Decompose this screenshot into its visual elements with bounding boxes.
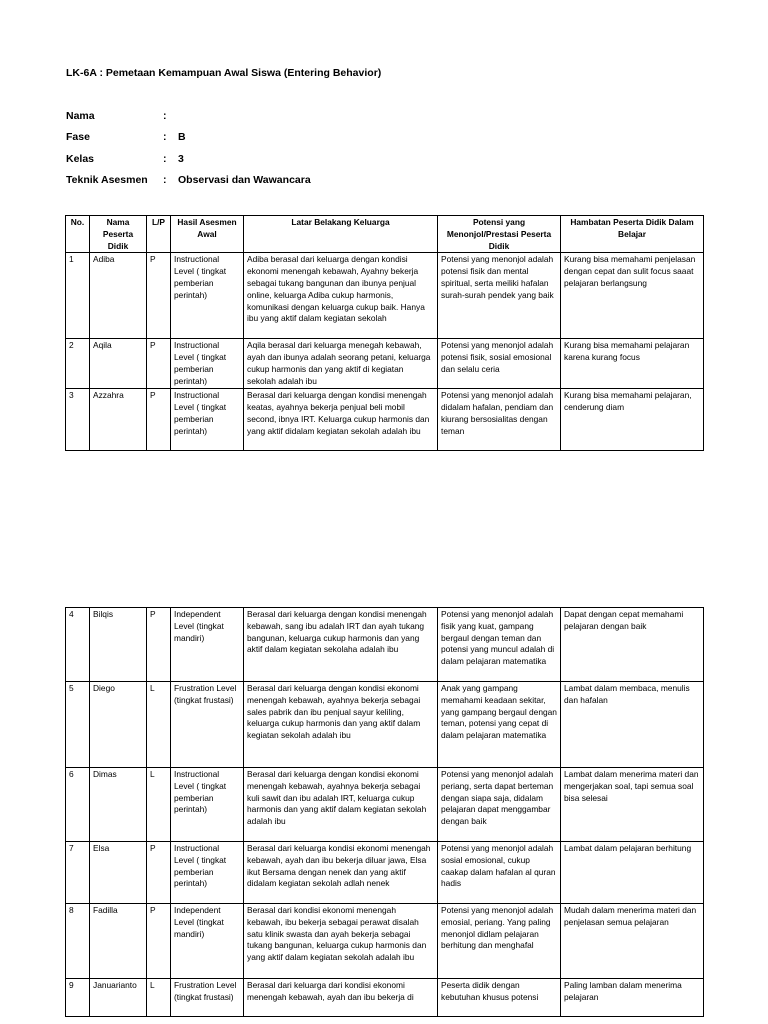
meta-value: Observasi dan Wawancara (178, 174, 311, 186)
cell-potensi: Potensi yang menonjol adalah potensi fisik dan mental spiritual, serta meiliki hafalan surah-surah pendek yang baik (438, 253, 561, 339)
cell-hasil: Independent Level (tingkat mandiri) (171, 904, 244, 979)
table-row (66, 389, 704, 451)
header-hasil: Hasil Asesmen Awal (171, 216, 244, 253)
cell-name: Fadilla (90, 904, 147, 979)
cell-latar: Berasal dari keluarga dengan kondisi ekonomi menengah kebawah, ayahnya bekerja sebagai sales pabrik dan ibu penjual sayur keliling, keluarga cukup harmonis dan yang aktif dalam kegiatan sekolah adalah ibu (244, 682, 438, 768)
cell-latar: Berasal dari keluarga dengan kondisi menengah kebawah, sang ibu adalah IRT dan ayah tukang bangunan, keluarga cukup harmonis dan yang aktif dalam kegiatan sekolaha adalah ibu (244, 608, 438, 682)
cell-no: 2 (66, 339, 90, 389)
assessment-table-part-1 (65, 215, 704, 451)
cell-potensi: Potensi yang menonjol adalah sosial emosional, cukup caakap dalam hafalan al quran hadis (438, 842, 561, 904)
cell-hambatan: Dapat dengan cepat memahami pelajaran dengan baik (561, 608, 704, 682)
table-row (66, 768, 704, 842)
cell-latar: Aqila berasal dari keluarga menegah kebawah, ayah dan ibunya adalah seorang petani, keluarga cukup harmonis dan yang aktif di kegiatan sekolah adalah ibu (244, 339, 438, 389)
header-potensi: Potensi yang Menonjol/Prestasi Peserta Didik (438, 216, 561, 253)
cell-latar: Berasal dari kondisi ekonomi menengah kebawah, ibu bekerja sebagai perawat disalah satu klinik swasta dan ayah bekerja sebagai tukang bangunan, keluarga cukup harmonis dan yang aktif dalam kegiatan sekolah adalah ibu (244, 904, 438, 979)
cell-name: Bilqis (90, 608, 147, 682)
meta-value: B (178, 131, 186, 143)
cell-hambatan: Kurang bisa memahami penjelasan dengan cepat dan sulit focus saaat pelajaran berlangsung (561, 253, 704, 339)
table-row (66, 979, 704, 1017)
meta-colon: : (163, 174, 167, 186)
cell-potensi: Peserta didik dengan kebutuhan khusus potensi (438, 979, 561, 1017)
cell-no: 4 (66, 608, 90, 682)
cell-lp: P (147, 842, 171, 904)
cell-hasil: Frustration Level (tingkat frustasi) (171, 682, 244, 768)
cell-hambatan: Lambat dalam menerima materi dan mengerjakan soal, tapi semua soal bisa selesai (561, 768, 704, 842)
header-lp: L/P (147, 216, 171, 253)
header-no: No. (66, 216, 90, 253)
cell-hasil: Instructional Level ( tingkat pemberian perintah) (171, 389, 244, 451)
cell-potensi: Potensi yang menonjol adalah emosial, periang. Yang paling menonjol didlam pelajaran berhitung dan menghafal (438, 904, 561, 979)
cell-potensi: Potensi yang menonjol adalah potensi fisik, sosial emosional dan selalu ceria (438, 339, 561, 389)
cell-latar: Berasal dari keluarga kondisi ekonomi menengah kebawah, ayah dan ibu bekerja diluar jawa, Elsa ikut Bersama dengan nenek dan yang aktif didalam kegiatan sekolah adlah nenek (244, 842, 438, 904)
cell-lp: P (147, 253, 171, 339)
cell-lp: L (147, 768, 171, 842)
cell-lp: P (147, 339, 171, 389)
meta-colon: : (163, 110, 167, 122)
assessment-table-part-2 (65, 607, 704, 1017)
table-row (66, 339, 704, 389)
cell-name: Januarianto (90, 979, 147, 1017)
meta-label: Nama (66, 110, 95, 122)
cell-lp: P (147, 608, 171, 682)
cell-name: Adiba (90, 253, 147, 339)
cell-hasil: Instructional Level ( tingkat pemberian perintah) (171, 253, 244, 339)
cell-no: 1 (66, 253, 90, 339)
cell-lp: L (147, 979, 171, 1017)
table-row (66, 682, 704, 768)
cell-hambatan: Kurang bisa memahami pelajaran, cenderung diam (561, 389, 704, 451)
cell-hambatan: Lambat dalam membaca, menulis dan hafalan (561, 682, 704, 768)
meta-colon: : (163, 131, 167, 143)
cell-no: 6 (66, 768, 90, 842)
cell-latar: Adiba berasal dari keluarga dengan kondisi ekonomi menengah kebawah, Ayahny bekerja sebagai tukang bangunan dan ibunya penjual online, keluarga Adiba cukup harmonis, komunikasi dengan keluarga cukup baik. Hanya ibu yang aktif dalam kegiatan sekolah (244, 253, 438, 339)
meta-value: 3 (178, 153, 184, 165)
cell-name: Dimas (90, 768, 147, 842)
cell-hambatan: Paling lamban dalam menerima pelajaran (561, 979, 704, 1017)
meta-colon: : (163, 153, 167, 165)
cell-hasil: Instructional Level ( tingkat pemberian perintah) (171, 768, 244, 842)
cell-lp: P (147, 389, 171, 451)
cell-hambatan: Kurang bisa memahami pelajaran karena kurang focus (561, 339, 704, 389)
cell-no: 5 (66, 682, 90, 768)
cell-hasil: Frustration Level (tingkat frustasi) (171, 979, 244, 1017)
cell-name: Elsa (90, 842, 147, 904)
cell-potensi: Potensi yang menonjol adalah didalam hafalan, pendiam dan kiurang bersosialitas dengan teman (438, 389, 561, 451)
page-title: LK-6A : Pemetaan Kemampuan Awal Siswa (Entering Behavior) (66, 67, 382, 79)
cell-no: 8 (66, 904, 90, 979)
cell-hasil: Instructional Level ( tingkat pemberian perintah) (171, 842, 244, 904)
cell-no: 3 (66, 389, 90, 451)
table-row (66, 904, 704, 979)
cell-lp: L (147, 682, 171, 768)
meta-label: Fase (66, 131, 90, 143)
cell-potensi: Anak yang gampang memahami keadaan sekitar, yang gampang bergaul dengan teman, potensi yang cepat di dalam pelajaran matematika (438, 682, 561, 768)
cell-hambatan: Lambat dalam pelajaran berhitung (561, 842, 704, 904)
header-hambatan: Hambatan Peserta Didik Dalam Belajar (561, 216, 704, 253)
cell-potensi: Potensi yang menonjol adalah fisik yang kuat, gampang bergaul dengan teman dan potensi yang muncul adalah di dalam pelajaran matematika (438, 608, 561, 682)
header-latar: Latar Belakang Keluarga (244, 216, 438, 253)
meta-label: Teknik Asesmen (66, 174, 148, 186)
cell-latar: Berasal dari keluarga dengan kondisi menengah keatas, ayahnya bekerja penjual beli mobil second, ibnya IRT. Keluarga cukup harmonis dan yang aktif didalam kegiatan sekolah adalah ibu (244, 389, 438, 451)
meta-label: Kelas (66, 153, 95, 165)
table-row (66, 842, 704, 904)
cell-name: Aqila (90, 339, 147, 389)
cell-hasil: Independent Level (tingkat mandiri) (171, 608, 244, 682)
cell-potensi: Potensi yang menonjol adalah periang, serta dapat berteman dengan siapa saja, didalam pelajaran dapat menggambar dengan baik (438, 768, 561, 842)
cell-no: 7 (66, 842, 90, 904)
cell-name: Azzahra (90, 389, 147, 451)
cell-latar: Berasal dari keluarga dari kondisi ekonomi menengah kebawah, ayah dan ibu bekerja di (244, 979, 438, 1017)
table-header-row (66, 216, 704, 253)
table-row (66, 608, 704, 682)
table-row (66, 253, 704, 339)
cell-hasil: Instructional Level ( tingkat pemberian perintah) (171, 339, 244, 389)
cell-lp: P (147, 904, 171, 979)
cell-hambatan: Mudah dalam menerima materi dan penjelasan semua pelajaran (561, 904, 704, 979)
cell-name: Diego (90, 682, 147, 768)
cell-no: 9 (66, 979, 90, 1017)
cell-latar: Berasal dari keluarga dengan kondisi ekonomi menengah kebawah, ayahnya bekerja sebagai kuli sawit dan ibu adalah IRT, keluarga cukup harmonis dan yang aktif dalam kegiatan sekolah adalah ibu (244, 768, 438, 842)
header-nama: Nama Peserta Didik (90, 216, 147, 253)
